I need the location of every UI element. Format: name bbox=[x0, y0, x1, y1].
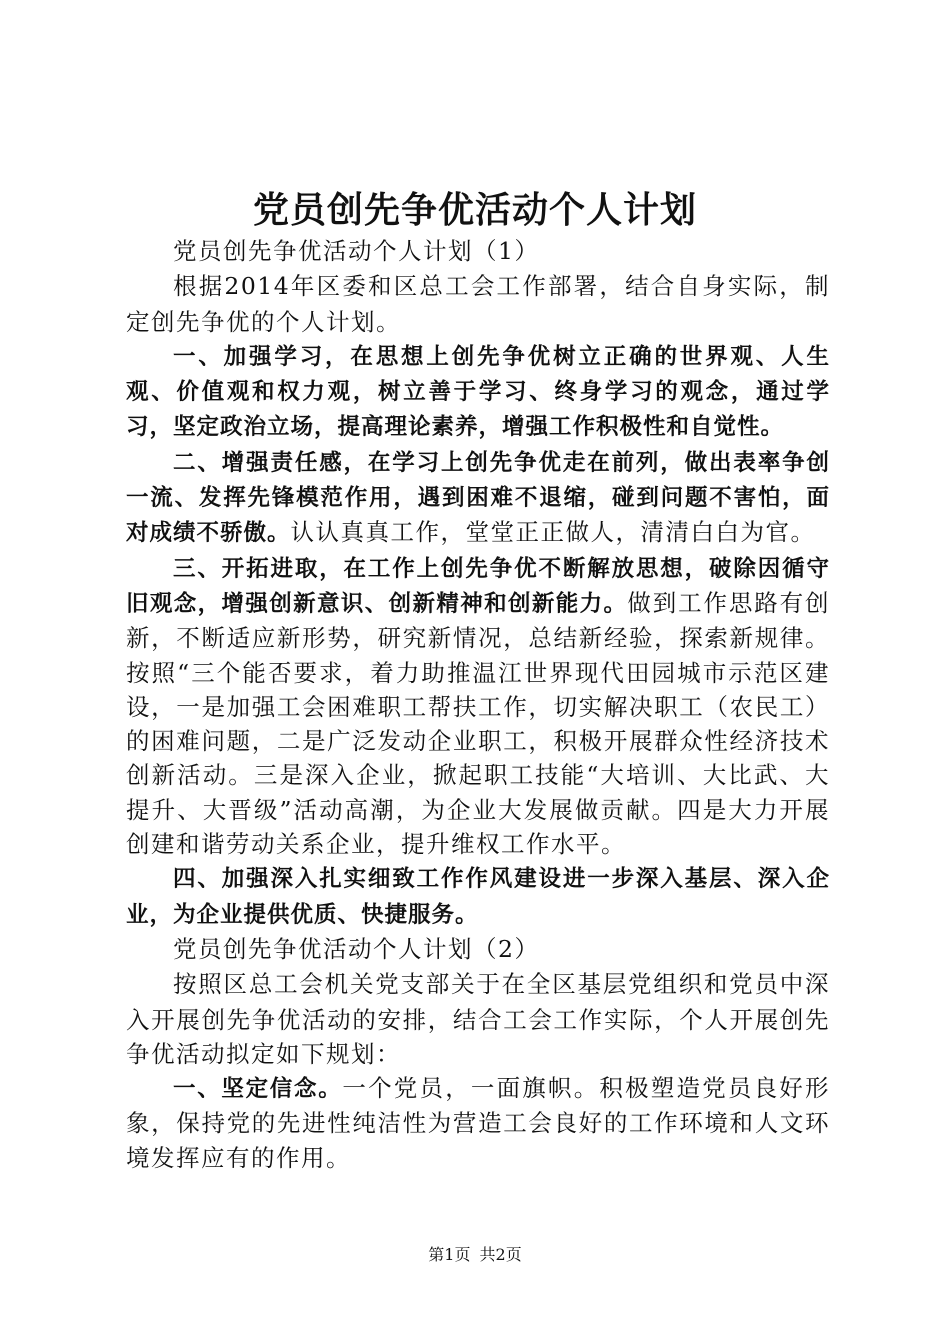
paragraph-8-text: 按照区总工会机关党支部关于在全区基层党组织和党员中深入开展创先争优活动的安排，结合工会工作实际，个人开展创先争优活动拟定如下规划： bbox=[126, 970, 830, 1068]
document-body bbox=[126, 234, 830, 1175]
page-number: 第1页 bbox=[428, 1245, 471, 1264]
paragraph-3-bold: 一、加强学习，在思想上创先争优树立正确的世界观、人生观、价值观和权力观，树立善于学习、终身学习的观念，通过学习，坚定政治立场，提高理论素养，增强工作积极性和自觉性。 bbox=[126, 343, 830, 441]
paragraph-5-text: 做到工作思路有创新，不断适应新形势，研究新情况，总结新经验，探索新规律。按照“三个能否要求，着力助推温江世界现代田园城市示范区建设，一是加强工会困难职工帮扶工作，切实解决职工（农民工）的困难问题，二是广泛发动企业职工，积极开展群众性经济技术创新活动。三是深入企业，掀起职工技能“大培训、大比武、大提升、大晋级”活动高潮，为企业大发展做贡献。四是大力开展创建和谐劳动关系企业，提升维权工作水平。 bbox=[126, 588, 830, 859]
document-title: 党员创先争优活动个人计划 bbox=[252, 189, 697, 231]
paragraph-2-text: 根据2014年区委和区总工会工作部署，结合自身实际，制定创先争优的个人计划。 bbox=[126, 272, 830, 336]
paragraph-1 bbox=[126, 234, 830, 269]
paragraph-2 bbox=[126, 269, 830, 339]
paragraph-5-bold: 三、开拓进取，在工作上创先争优不断解放思想，破除因循守旧观念，增强创新意识、创新精神和创新能力。 bbox=[126, 555, 830, 617]
paragraph-7-text: 党员创先争优活动个人计划（2） bbox=[173, 934, 540, 963]
paragraph-9-text: 一个党员，一面旗帜。积极塑造党员良好形象，保持党的先进性纯洁性为营造工会良好的工作环境和人文环境发挥应有的作用。 bbox=[126, 1074, 830, 1172]
paragraph-8 bbox=[126, 967, 830, 1071]
page-footer bbox=[0, 1244, 950, 1266]
paragraph-7 bbox=[126, 932, 830, 967]
paragraph-6 bbox=[126, 861, 830, 932]
paragraph-9-bold: 一、坚定信念。 bbox=[173, 1076, 343, 1103]
paragraph-4-text: 认认真真工作，堂堂正正做人，清清白白为官。 bbox=[290, 518, 816, 547]
paragraph-4 bbox=[126, 445, 830, 551]
paragraph-5 bbox=[126, 551, 830, 862]
page-total: 共2页 bbox=[479, 1245, 522, 1264]
paragraph-3 bbox=[126, 339, 830, 445]
paragraph-4-bold: 二、增强责任感，在学习上创先争优走在前列，做出表率争创一流、发挥先锋模范作用，遇到困难不退缩，碰到问题不害怕，面对成绩不骄傲。 bbox=[126, 449, 830, 547]
paragraph-1-text: 党员创先争优活动个人计划（1） bbox=[173, 237, 540, 265]
paragraph-9 bbox=[126, 1071, 830, 1175]
paragraph-6-bold: 四、加强深入扎实细致工作作风建设进一步深入基层、深入企业，为企业提供优质、快捷服务。 bbox=[126, 866, 830, 928]
